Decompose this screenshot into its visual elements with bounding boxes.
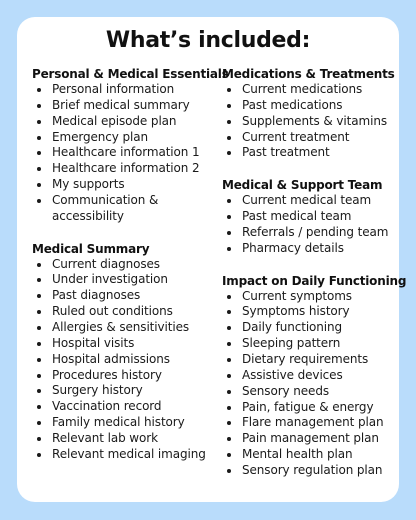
list-item: Current medications	[222, 82, 402, 98]
list-item: Vaccination record	[32, 399, 217, 415]
section-heading: Impact on Daily Functioning	[222, 273, 407, 288]
list-item: Hospital visits	[32, 336, 217, 352]
item-list	[32, 257, 217, 463]
section-heading: Medical & Support Team	[222, 178, 383, 193]
section-personal-and-medical-essentials	[32, 66, 229, 225]
list-item: Current treatment	[222, 130, 402, 146]
page-title: What’s included:	[105, 28, 311, 53]
list-item: Sensory regulation plan	[222, 463, 402, 479]
list-item: Communication & accessibility	[32, 193, 164, 225]
list-item: Relevant lab work	[32, 431, 217, 447]
list-item: Relevant medical imaging	[32, 447, 217, 463]
list-item: Personal information	[32, 82, 217, 98]
list-item: Past medications	[222, 98, 402, 114]
list-item: Emergency plan	[32, 130, 217, 146]
list-item: Healthcare information 1	[32, 145, 217, 161]
list-item: Pain management plan	[222, 431, 402, 447]
list-item: Family medical history	[32, 415, 217, 431]
section-medications-and-treatments	[222, 66, 402, 161]
list-item: Dietary requirements	[222, 352, 402, 368]
list-item: Assistive devices	[222, 368, 402, 384]
list-item: Referrals / pending team	[222, 225, 402, 241]
item-list	[222, 82, 402, 161]
list-item: Allergies & sensitivities	[32, 320, 217, 336]
list-item: Current diagnoses	[32, 257, 217, 273]
section-medical-and-support-team	[222, 177, 402, 256]
section-heading: Medications & Treatments	[222, 67, 395, 81]
list-item: Past diagnoses	[32, 288, 217, 304]
section-heading: Personal & Medical Essentials	[32, 67, 229, 81]
list-item: Under investigation	[32, 272, 217, 288]
right-column	[222, 66, 407, 495]
list-item: Sleeping pattern	[222, 336, 402, 352]
list-item: Past treatment	[222, 145, 402, 161]
list-item: Symptoms history	[222, 304, 402, 320]
section-medical-summary	[32, 241, 217, 463]
list-item: Surgery history	[32, 383, 217, 399]
section-impact-on-daily-functioning	[222, 273, 407, 479]
list-item: Ruled out conditions	[32, 304, 217, 320]
list-item: Current symptoms	[222, 289, 402, 305]
left-column	[32, 66, 229, 479]
list-item: Procedures history	[32, 368, 217, 384]
list-item: Supplements & vitamins	[222, 114, 402, 130]
list-item: Hospital admissions	[32, 352, 217, 368]
list-item: Mental health plan	[222, 447, 402, 463]
list-item: Pharmacy details	[222, 241, 402, 257]
item-list	[222, 289, 402, 479]
item-list	[32, 82, 217, 225]
list-item: Medical episode plan	[32, 114, 217, 130]
list-item: Brief medical summary	[32, 98, 217, 114]
list-item: Pain, fatigue & energy	[222, 400, 402, 416]
list-item: Sensory needs	[222, 384, 402, 400]
section-heading: Medical Summary	[32, 241, 150, 256]
list-item: Current medical team	[222, 193, 402, 209]
list-item: Past medical team	[222, 209, 402, 225]
item-list	[222, 193, 402, 256]
list-item: Healthcare information 2	[32, 161, 217, 177]
list-item: My supports	[32, 177, 217, 193]
list-item: Daily functioning	[222, 320, 402, 336]
list-item: Flare management plan	[222, 415, 402, 431]
